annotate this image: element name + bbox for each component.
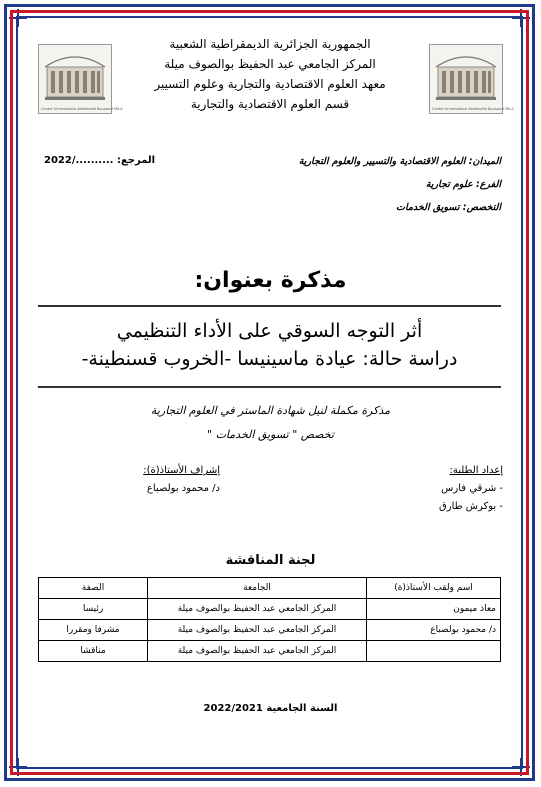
university-center-name: المركز الجامعي عبد الحفيظ بوالصوف ميلة: [164, 57, 376, 71]
logo-caption: Centre Universitaire Abdelhafid Boussouf MILA: [432, 107, 514, 111]
column-header-name: اسم ولقب الأستاذ(ة): [367, 578, 501, 599]
table-row: [39, 641, 501, 662]
republic-name: الجمهورية الجزائرية الديمقراطية الشعبية: [169, 37, 371, 51]
column-header-university: الجامعة: [148, 578, 367, 599]
university-logo-left: [38, 44, 123, 114]
member-name: د/ محمود بولصباع: [367, 620, 501, 641]
branch-line: الفرع: علوم تجارية: [425, 179, 501, 190]
student-name: - بوكرش طارق: [439, 501, 503, 512]
institute-name: معهد العلوم الاقتصادية والتجارية وعلوم التسيير: [154, 77, 386, 91]
column-header-role: الصفة: [39, 578, 148, 599]
institution-header: [110, 34, 430, 114]
field-line: الميدان: العلوم الاقتصادية والتسيير والعلوم التجارية: [298, 156, 501, 167]
member-university: المركز الجامعي عبد الحفيظ بوالصوف ميلة: [148, 599, 367, 620]
committee-title: لجنة المناقشة: [225, 553, 316, 568]
title-divider-bottom: [38, 386, 501, 388]
degree-description: مذكرة مكملة لنيل شهادة الماستر في العلوم التجارية: [150, 404, 391, 417]
supervisor-block: [120, 462, 220, 498]
students-block: [363, 462, 503, 516]
thesis-title-line2: دراسة حالة: عيادة ماسينيسا -الخروب قسنطينة-: [81, 348, 458, 370]
member-role: مشرفا ومقررا: [39, 620, 148, 641]
member-role: مناقشا: [39, 641, 148, 662]
committee-table: [38, 577, 501, 662]
member-name: معاذ ميمون: [367, 599, 501, 620]
logo-caption: Centre Universitaire Abdelhafid Boussouf MILA: [41, 107, 123, 111]
building-icon: [39, 45, 123, 113]
member-name: [367, 641, 501, 662]
academic-year: السنة الجامعية 2022/2021: [203, 703, 338, 714]
reference-line: المرجع: ........../2022: [44, 155, 156, 166]
specialty-description: تخصص " تسويق الخدمات ": [207, 428, 334, 441]
table-header-row: [39, 578, 501, 599]
table-row: [39, 620, 501, 641]
memo-heading: مذكرة بعنوان:: [194, 268, 347, 293]
member-role: رئيسا: [39, 599, 148, 620]
student-name: - شرقي فارس: [441, 483, 503, 494]
supervisor-label: إشراف الأستاذ(ة):: [143, 465, 220, 476]
table-row: [39, 599, 501, 620]
department-name: قسم العلوم الاقتصادية والتجارية: [190, 97, 350, 111]
students-label: إعداد الطلبة:: [449, 465, 503, 476]
member-university: المركز الجامعي عبد الحفيظ بوالصوف ميلة: [148, 620, 367, 641]
member-university: المركز الجامعي عبد الحفيظ بوالصوف ميلة: [148, 641, 367, 662]
university-logo-right: [429, 44, 514, 114]
supervisor-name: د/ محمود بولصباع: [146, 483, 220, 494]
specialty-line: التخصص: تسويق الخدمات: [396, 202, 501, 213]
thesis-title-line1: أثر التوجه السوقي على الأداء التنظيمي: [116, 320, 423, 342]
title-divider-top: [38, 305, 501, 307]
building-icon: [430, 45, 514, 113]
